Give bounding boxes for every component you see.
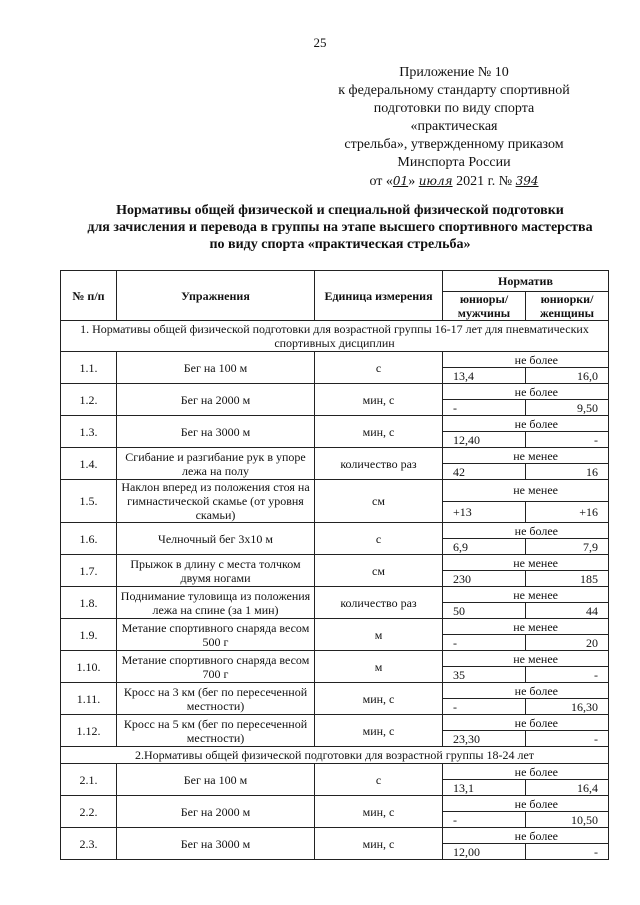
document-title (60, 202, 620, 253)
section-title: 1. Нормативы общей физической подготовки для возрастной группы 16-17 лет для пневматических спортивных дисциплин (61, 321, 609, 352)
value-female: 44 (526, 603, 609, 619)
row-unit: количество раз (315, 587, 443, 619)
row-number: 1.2. (61, 384, 117, 416)
value-female: - (526, 844, 609, 860)
row-qualifier: не более (443, 523, 609, 539)
value-male: 42 (443, 464, 526, 480)
row-unit: мин, с (315, 828, 443, 860)
header-female: юниорки/ женщины (526, 292, 609, 321)
row-qualifier: не менее (443, 651, 609, 667)
norms-table-body (61, 321, 609, 860)
row-exercise: Кросс на 5 км (бег по пересеченной местности) (117, 715, 315, 747)
page-number: 25 (313, 35, 327, 50)
date-month: июля (418, 174, 453, 188)
table-row (61, 352, 609, 368)
row-exercise: Кросс на 3 км (бег по пересеченной местности) (117, 683, 315, 715)
date-mid: » (408, 174, 419, 189)
row-number: 1.4. (61, 448, 117, 480)
row-qualifier: не более (443, 352, 609, 368)
value-female: 7,9 (526, 539, 609, 555)
row-unit: мин, с (315, 715, 443, 747)
row-qualifier: не более (443, 416, 609, 432)
row-qualifier: не менее (443, 619, 609, 635)
row-number: 2.1. (61, 764, 117, 796)
section-title: 2.Нормативы общей физической подготовки для возрастной группы 18-24 лет (61, 747, 609, 764)
value-male: 13,1 (443, 780, 526, 796)
value-male: 13,4 (443, 368, 526, 384)
row-number: 1.10. (61, 651, 117, 683)
row-qualifier: не более (443, 796, 609, 812)
appendix-header (330, 64, 578, 191)
row-qualifier: не более (443, 764, 609, 780)
title-line-2: для зачисления и перевода в группы на этапе высшего спортивного мастерства (87, 220, 593, 235)
row-number: 1.11. (61, 683, 117, 715)
row-unit: мин, с (315, 683, 443, 715)
appendix-line-4: стрельба», утвержденному приказом (344, 137, 564, 152)
row-qualifier: не более (443, 715, 609, 731)
value-male: 23,30 (443, 731, 526, 747)
value-female: +16 (526, 501, 609, 523)
value-male: 35 (443, 667, 526, 683)
row-exercise: Наклон вперед из положения стоя на гимнастической скамье (от уровня скамьи) (117, 480, 315, 523)
row-unit: мин, с (315, 384, 443, 416)
appendix-line-5: Минспорта России (397, 155, 511, 170)
section-header-row (61, 747, 609, 764)
value-female: - (526, 432, 609, 448)
row-unit: мин, с (315, 796, 443, 828)
row-exercise: Челночный бег 3x10 м (117, 523, 315, 555)
value-female: 16 (526, 464, 609, 480)
appendix-line-1: Приложение № 10 (399, 65, 509, 80)
row-exercise: Метание спортивного снаряда весом 700 г (117, 651, 315, 683)
value-male: 230 (443, 571, 526, 587)
row-qualifier: не менее (443, 555, 609, 571)
value-male: 12,40 (443, 432, 526, 448)
value-male: - (443, 812, 526, 828)
row-unit: м (315, 619, 443, 651)
row-exercise: Метание спортивного снаряда весом 500 г (117, 619, 315, 651)
header-exercise: Упражнения (117, 271, 315, 321)
row-unit: с (315, 352, 443, 384)
appendix-date-line (330, 172, 578, 191)
row-unit: количество раз (315, 448, 443, 480)
value-female: 16,0 (526, 368, 609, 384)
row-exercise: Бег на 100 м (117, 352, 315, 384)
table-row (61, 384, 609, 400)
row-number: 1.8. (61, 587, 117, 619)
value-female: 185 (526, 571, 609, 587)
value-female: - (526, 731, 609, 747)
date-day: 01 (392, 174, 409, 188)
row-number: 2.2. (61, 796, 117, 828)
table-row (61, 448, 609, 464)
table-row (61, 828, 609, 844)
row-qualifier: не менее (443, 587, 609, 603)
value-female: - (526, 667, 609, 683)
row-number: 1.1. (61, 352, 117, 384)
order-number: 394 (515, 174, 539, 188)
appendix-line-3: подготовки по виду спорта «практическая (373, 101, 535, 134)
row-number: 1.9. (61, 619, 117, 651)
table-row (61, 715, 609, 731)
value-female: 10,50 (526, 812, 609, 828)
row-number: 1.7. (61, 555, 117, 587)
table-row (61, 587, 609, 603)
table-row (61, 619, 609, 635)
row-number: 1.5. (61, 480, 117, 523)
row-exercise: Бег на 3000 м (117, 416, 315, 448)
row-qualifier: не более (443, 384, 609, 400)
row-exercise: Прыжок в длину с места толчком двумя ногами (117, 555, 315, 587)
norms-table (60, 270, 609, 860)
row-exercise: Бег на 100 м (117, 764, 315, 796)
header-unit: Единица измерения (315, 271, 443, 321)
row-exercise: Сгибание и разгибание рук в упоре лежа на полу (117, 448, 315, 480)
row-unit: с (315, 523, 443, 555)
table-row (61, 796, 609, 812)
value-female: 9,50 (526, 400, 609, 416)
value-male: 6,9 (443, 539, 526, 555)
row-exercise: Бег на 3000 м (117, 828, 315, 860)
value-male: 50 (443, 603, 526, 619)
row-qualifier: не более (443, 828, 609, 844)
row-unit: с (315, 764, 443, 796)
table-row (61, 416, 609, 432)
date-year: 2021 г. № (452, 174, 516, 189)
value-male: 12,00 (443, 844, 526, 860)
row-number: 1.3. (61, 416, 117, 448)
title-line-3: по виду спорта «практическая стрельба» (209, 237, 471, 252)
date-prefix: от « (369, 174, 393, 189)
table-row (61, 683, 609, 699)
header-male: юниоры/ мужчины (443, 292, 526, 321)
row-number: 2.3. (61, 828, 117, 860)
table-row (61, 555, 609, 571)
row-number: 1.12. (61, 715, 117, 747)
row-unit: см (315, 555, 443, 587)
value-female: 20 (526, 635, 609, 651)
row-qualifier: не менее (443, 480, 609, 502)
value-female: 16,30 (526, 699, 609, 715)
appendix-line-2: к федеральному стандарту спортивной (338, 83, 570, 98)
row-unit: м (315, 651, 443, 683)
row-qualifier: не более (443, 683, 609, 699)
header-norm: Норматив (443, 271, 609, 292)
section-header-row (61, 321, 609, 352)
row-exercise: Бег на 2000 м (117, 796, 315, 828)
row-unit: мин, с (315, 416, 443, 448)
header-num: № п/п (61, 271, 117, 321)
row-number: 1.6. (61, 523, 117, 555)
title-line-1: Нормативы общей физической и специальной физической подготовки (116, 203, 564, 218)
table-row (61, 480, 609, 502)
value-female: 16,4 (526, 780, 609, 796)
value-male: - (443, 400, 526, 416)
row-unit: см (315, 480, 443, 523)
row-exercise: Бег на 2000 м (117, 384, 315, 416)
table-row (61, 651, 609, 667)
table-row (61, 523, 609, 539)
value-male: +13 (443, 501, 526, 523)
table-row (61, 764, 609, 780)
row-qualifier: не менее (443, 448, 609, 464)
row-exercise: Поднимание туловища из положения лежа на спине (за 1 мин) (117, 587, 315, 619)
value-male: - (443, 699, 526, 715)
value-male: - (443, 635, 526, 651)
